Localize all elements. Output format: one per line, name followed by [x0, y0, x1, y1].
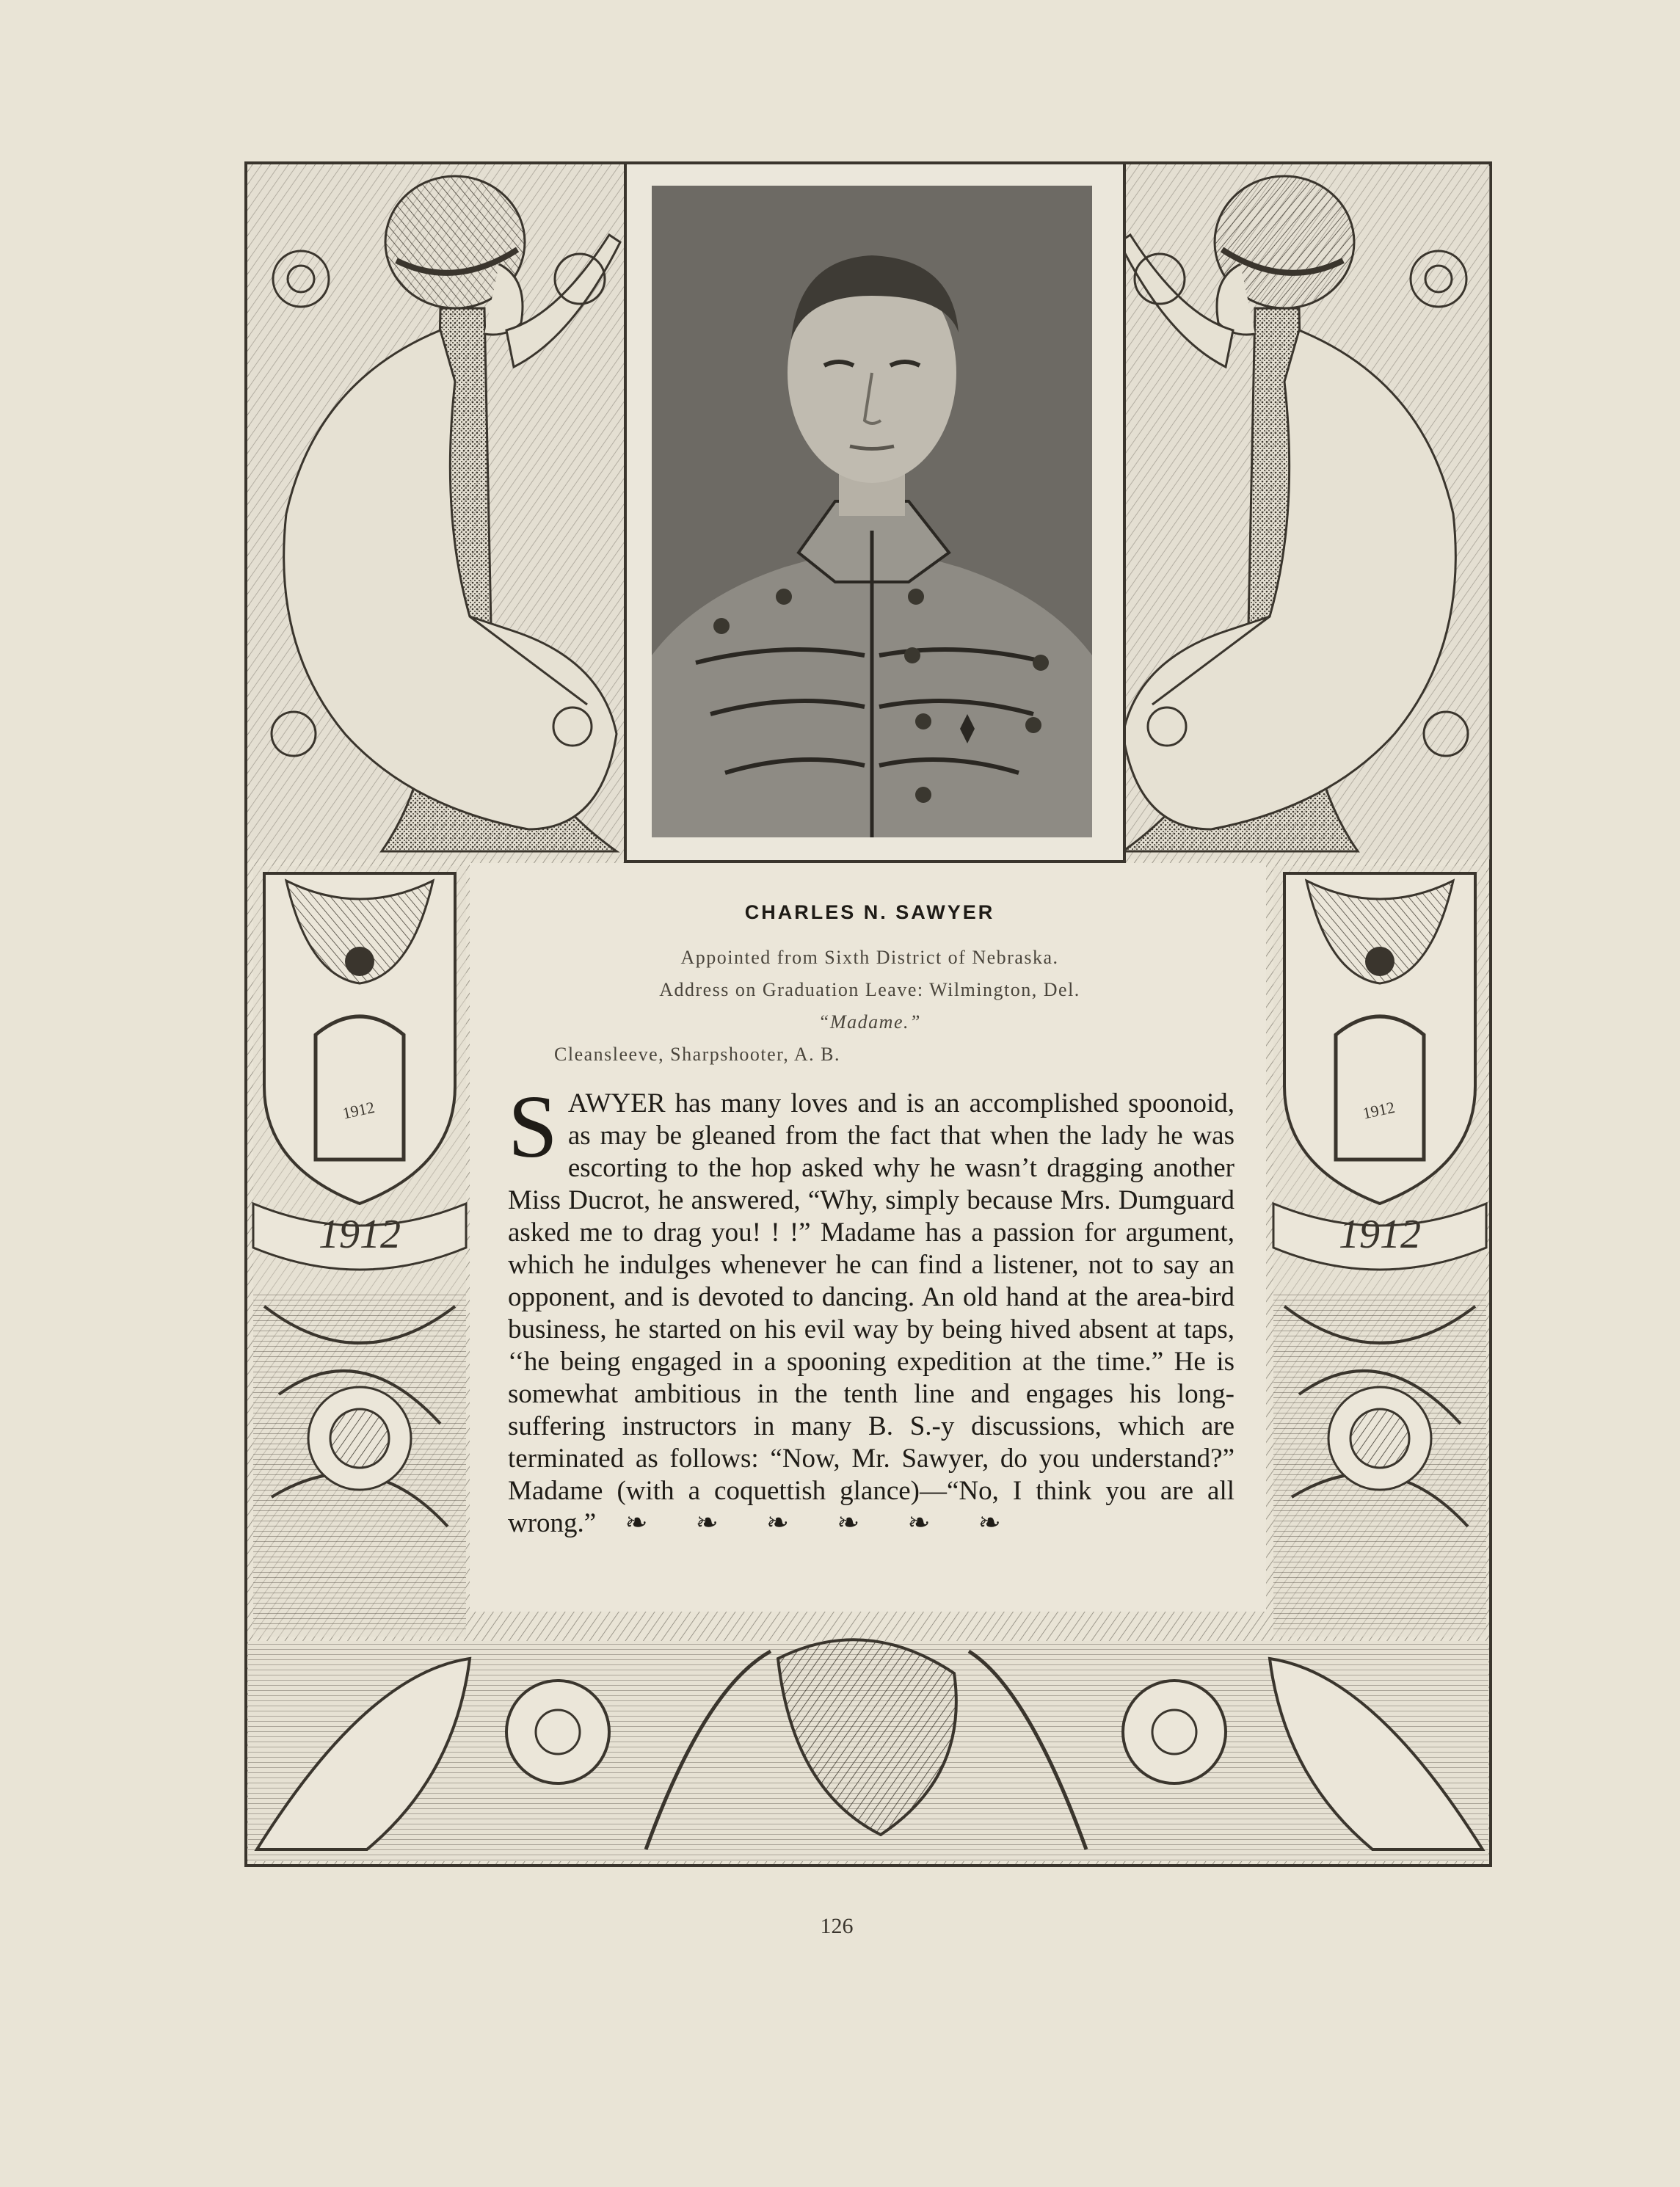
right-shield-year: 1912	[1361, 1097, 1397, 1123]
right-shield-ornament	[1273, 866, 1486, 1637]
honors-line: Cleansleeve, Sharpshooter, A. B.	[554, 1044, 840, 1065]
left-shield-year: 1912	[341, 1097, 377, 1123]
right-kneeling-figure	[1116, 166, 1490, 859]
page-number: 126	[820, 1914, 854, 1938]
left-kneeling-figure	[250, 166, 624, 859]
closing-ornaments: ❧ ❧ ❧ ❧ ❧ ❧	[625, 1508, 1022, 1538]
drop-cap: S	[508, 1077, 558, 1176]
address-line: Address on Graduation Leave: Wilmington, Del.	[659, 979, 1080, 1000]
biography-text	[508, 1077, 1234, 1540]
portrait-photograph	[652, 186, 1092, 837]
left-shield-ornament	[253, 866, 466, 1637]
biography-paragraph: AWYER has many loves and is an accomplished spoonoid, as may be gleaned from the fact that when the lady he was escorting to the hop asked why he wasn’t dragging another Miss Ducrot, he answered, “Why, simply because Mrs. Dumguard asked me to drag you! ! !” Madame has a passion for argument, which he indulges whenever he can find a listener, not to say an opponent, and is devoted to dancing. An old hand at the area-bird business, he started on his evil way by being hived absent at taps, ‘‘he being engaged in a spooning expedition at the time.” He is somewhat ambitious in the tenth line and engages his long-suffering instructors in many B. S.-y discussions, which are terminated as follows: “Now, Mr. Sawyer, do you understand?” Madame (with a coquettish glance)—“No, I think you are all wrong.”	[508, 1088, 1234, 1538]
cadet-portrait	[652, 186, 1092, 837]
left-banner-year: 1912	[319, 1212, 401, 1257]
bottom-foliage-ornament	[248, 1640, 1488, 1861]
appointment-line: Appointed from Sixth District of Nebraska.	[680, 947, 1059, 968]
nickname: “Madame.”	[818, 1011, 921, 1033]
cadet-name: CHARLES N. SAWYER	[744, 901, 995, 923]
right-banner-year: 1912	[1339, 1212, 1421, 1257]
